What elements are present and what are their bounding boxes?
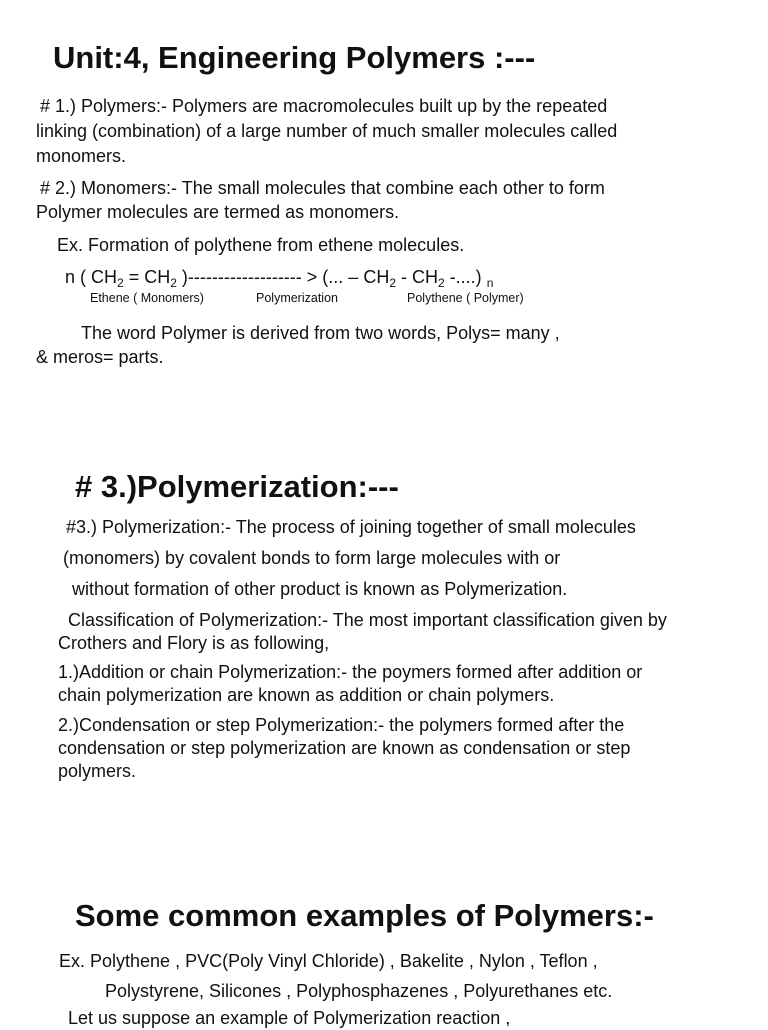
monomers-definition-line-2: Polymer molecules are termed as monomers. — [36, 202, 400, 222]
polymers-definition-line-3: monomers. — [36, 146, 127, 166]
examples-line-2: Polystyrene, Silicones , Polyphosphazenes , Polyurethanes etc. — [105, 981, 613, 1001]
classification-line-1: Classification of Polymerization:- The most important classification given by — [68, 610, 667, 630]
example-line: Ex. Formation of polythene from ethene molecules. — [57, 235, 465, 255]
condensation-polymerization-line-1: 2.)Condensation or step Polymerization:- the polymers formed after the — [58, 715, 625, 735]
slide-title: Some common examples of Polymers:- — [75, 898, 654, 933]
word-origin-line-1: The word Polymer is derived from two words, Polys= many , — [81, 323, 560, 343]
polymerization-definition-line-2: (monomers) by covalent bonds to form large molecules with or — [63, 548, 561, 568]
polymerization-definition-line-3: without formation of other product is known as Polymerization. — [72, 579, 568, 599]
polymerization-definition-line-1: #3.) Polymerization:- The process of joining together of small molecules — [66, 517, 636, 537]
polymers-definition-line-1: # 1.) Polymers:- Polymers are macromolecules built up by the repeated — [40, 96, 608, 116]
label-ethene-monomers: Ethene ( Monomers) — [90, 291, 204, 305]
condensation-polymerization-line-3: polymers. — [58, 761, 137, 781]
examples-line-1: Ex. Polythene , PVC(Poly Vinyl Chloride) , Bakelite , Nylon , Teflon , — [59, 951, 598, 971]
addition-polymerization-line-1: 1.)Addition or chain Polymerization:- the poymers formed after addition or — [58, 662, 643, 682]
addition-polymerization-line-2: chain polymerization are known as addition or chain polymers. — [58, 685, 555, 705]
slide-title: # 3.)Polymerization:--- — [75, 469, 399, 504]
word-origin-line-2: & meros= parts. — [36, 347, 164, 367]
label-polythene-polymer: Polythene ( Polymer) — [407, 291, 524, 305]
label-polymerization: Polymerization — [256, 291, 338, 305]
monomers-definition-line-1: # 2.) Monomers:- The small molecules that combine each other to form — [40, 178, 605, 198]
classification-line-2: Crothers and Flory is as following, — [58, 633, 330, 653]
examples-line-3: Let us suppose an example of Polymerization reaction , — [68, 1008, 511, 1028]
slide-title: Unit:4, Engineering Polymers :--- — [53, 40, 536, 75]
polymers-definition-line-2: linking (combination) of a large number of much smaller molecules called — [36, 121, 618, 141]
condensation-polymerization-line-2: condensation or step polymerization are known as condensation or step — [58, 738, 631, 758]
polymerization-equation: n ( $CH_2 = CH_2$ )------------------- > (... – $CH_2 - CH_2$ -....) $_n$ — [65, 267, 494, 290]
